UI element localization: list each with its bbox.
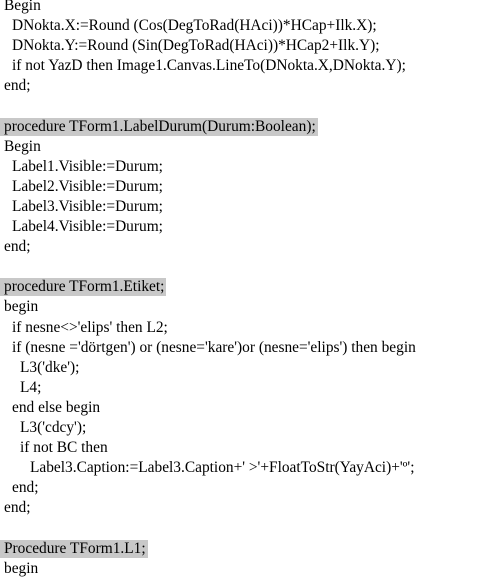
line-text: begin: [4, 559, 39, 577]
line-text: end;: [12, 479, 39, 497]
line-text: if nesne<>'elips' then L2;: [12, 318, 168, 336]
line-text: L3('cdcy');: [20, 418, 87, 436]
code-line: [0, 217, 477, 237]
code-line: [0, 56, 477, 76]
code-line: [0, 478, 477, 498]
code-line: [0, 197, 477, 217]
code-line: [0, 16, 477, 36]
line-text: Label2.Visible:=Durum;: [12, 177, 163, 195]
line-text: if not YazD then Image1.Canvas.LineTo(DNokta.X,DNokta.Y);: [12, 57, 406, 75]
line-text: DNokta.X:=Round (Cos(DegToRad(HAci))*HCap+Ilk.X);: [12, 17, 377, 35]
code-line: [0, 177, 477, 197]
code-line: [0, 358, 477, 378]
line-text: end;: [4, 238, 31, 256]
line-text: Label3.Visible:=Durum;: [12, 197, 163, 215]
code-line: [0, 338, 477, 358]
line-text: end else begin: [12, 398, 101, 416]
blank-line: [0, 257, 477, 277]
procedure-header: [0, 117, 477, 137]
code-line: [0, 297, 477, 317]
procedure-header-text: Procedure TForm1.L1;: [0, 540, 148, 558]
code-line: [0, 438, 477, 458]
code-line: [0, 398, 477, 418]
procedure-header-text: procedure TForm1.LabelDurum(Durum:Boolean);: [0, 118, 318, 136]
code-line: [0, 0, 477, 16]
line-text: DNokta.Y:=Round (Sin(DegToRad(HAci))*HCap2+Ilk.Y);: [12, 37, 380, 55]
code-line: [0, 76, 477, 96]
code-line: [0, 157, 477, 177]
line-text: L3('dke');: [20, 358, 80, 376]
procedure-header: [0, 539, 477, 559]
code-line: [0, 458, 477, 478]
line-text: Begin: [4, 0, 41, 14]
code-line: [0, 418, 477, 438]
code-line: [0, 36, 477, 56]
code-line: [0, 137, 477, 157]
line-text: Label4.Visible:=Durum;: [12, 218, 163, 236]
line-text: L4;: [20, 378, 42, 396]
blank-line: [0, 96, 477, 116]
blank-line: [0, 518, 477, 538]
code-line: [0, 237, 477, 257]
procedure-header-text: procedure TForm1.Etiket;: [0, 278, 166, 296]
line-text: if (nesne ='dörtgen') or (nesne='kare')or (nesne='elips') then begin: [12, 338, 416, 356]
line-text: begin: [4, 298, 39, 316]
line-text: Begin: [4, 137, 41, 155]
line-text: if not BC then: [20, 439, 108, 457]
line-text: Label3.Caption:=Label3.Caption+' >'+FloatToStr(YayAci)+'º';: [30, 459, 415, 477]
procedure-header: [0, 277, 477, 297]
code-line: [0, 318, 477, 338]
line-text: end;: [4, 499, 31, 517]
code-line: [0, 378, 477, 398]
line-text: end;: [4, 77, 31, 95]
line-text: Label1.Visible:=Durum;: [12, 157, 163, 175]
code-line: [0, 498, 477, 518]
